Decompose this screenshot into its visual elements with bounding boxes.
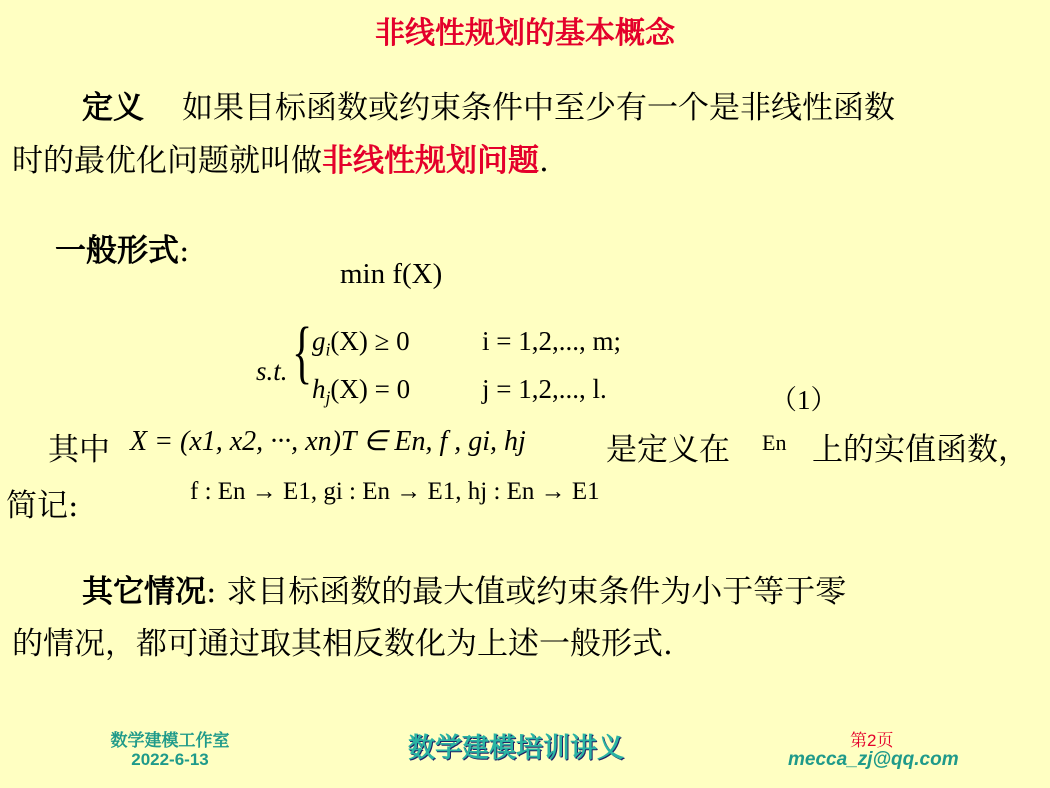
general-form-heading xyxy=(55,225,189,270)
other-line-1: 其它情况: 求目标函数的最大值或约束条件为小于等于零 xyxy=(82,574,847,610)
constraint-1-index: i = 1,2,..., m; xyxy=(482,326,621,356)
where-space: En xyxy=(762,430,787,455)
definition-label: 定义 xyxy=(82,90,144,126)
footer-studio: 数学建模工作室 xyxy=(110,731,230,750)
definition-end: . xyxy=(539,143,549,179)
where-prefix: 其中 xyxy=(48,432,110,468)
other-label: 其它情况 xyxy=(82,574,206,610)
shorthand-math: f : En → E1, gi : En → E1, hj : En → E1 xyxy=(190,478,600,505)
footer-email: mecca_zj@qq.com xyxy=(788,749,959,770)
objective-function: min f(X) xyxy=(340,258,443,290)
where-middle: 是定义在 xyxy=(606,432,730,468)
definition-text-2: 时的最优化问题就叫做 xyxy=(12,143,322,179)
footer-page-number: 第2页 xyxy=(850,731,894,750)
other-text-2: 的情况，都可通过取其相反数化为上述一般形式. xyxy=(12,626,673,662)
definition-line-1 xyxy=(82,82,895,127)
footer-course-title: 数学建模培训讲义 xyxy=(408,733,624,763)
subject-to-label: s.t. xyxy=(256,356,288,386)
constraint-1: $g_i(X) \ge 0$ xyxy=(312,326,410,360)
equation-number: （1） xyxy=(770,385,838,415)
constraint-brace: { xyxy=(292,314,313,391)
slide-title: 非线性规划的基本概念 xyxy=(375,16,675,51)
constraint-2: $h_j(X) = 0$ xyxy=(312,374,411,408)
general-form-colon: : xyxy=(179,233,190,269)
definition-text-1: 如果目标函数或约束条件中至少有一个是非线性函数 xyxy=(182,90,895,126)
other-text-1: 求目标函数的最大值或约束条件为小于等于零 xyxy=(226,574,847,610)
constraint-2-index: j = 1,2,..., l. xyxy=(482,374,607,404)
shorthand-label: 简记: xyxy=(6,488,79,524)
general-form-label: 一般形式 xyxy=(55,233,179,269)
where-math: X = (x1, x2, ···, xn)T ∈ En, f , gi, hj xyxy=(130,426,526,457)
footer-date: 2022-6-13 xyxy=(131,750,209,769)
where-suffix: 上的实值函数， xyxy=(812,432,1029,468)
definition-term: 非线性规划问题 xyxy=(322,143,539,179)
definition-line-2 xyxy=(12,135,549,180)
